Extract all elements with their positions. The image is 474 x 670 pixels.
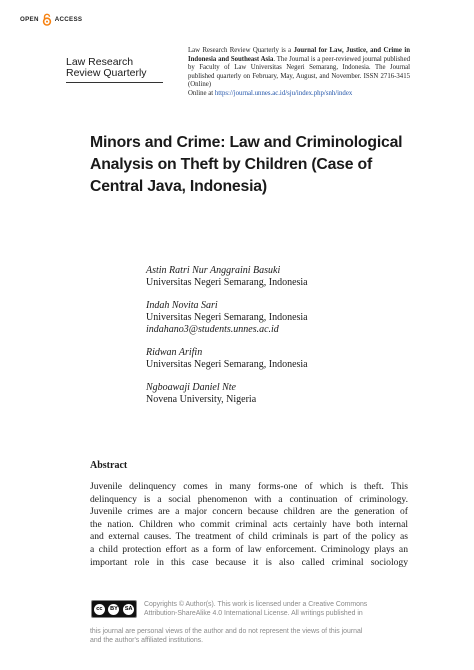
author-name: Indah Novita Sari [146, 300, 218, 311]
license-notice [144, 600, 424, 618]
open-access-access-label: ACCESS [54, 16, 83, 23]
journal-brand-line2: Review Quarterly [66, 67, 147, 79]
abstract-line: and external causes. The treatment of child criminals is part of the policy as [90, 531, 408, 543]
author-entry [146, 347, 446, 371]
abstract-line: a child protection effort as a form of law enforcement. Criminology plays an [90, 543, 408, 555]
abstract-heading: Abstract [90, 460, 128, 471]
title-line: Central Java, Indonesia) [90, 178, 267, 195]
author-entry [146, 382, 446, 406]
author-name: Astin Ratri Nur Anggraini Basuki [146, 265, 281, 276]
author-affiliation: Universitas Negeri Semarang, Indonesia [146, 277, 308, 288]
author-affiliation: Universitas Negeri Semarang, Indonesia [146, 312, 308, 323]
license-line: and the author's affiliated institutions. [90, 637, 204, 645]
abstract-line: Juvenile crimes are a major concern because children are the generation of [90, 506, 408, 518]
license-line: Attribution-ShareAlike 4.0 International License. All writings published in [144, 610, 363, 618]
title-line: Minors and Crime: Law and Criminological [90, 134, 403, 151]
author-affiliation: Novena University, Nigeria [146, 394, 257, 405]
author-name: Ridwan Arifin [146, 347, 203, 358]
license-line: Copyrights © Author(s). This work is licensed under a Creative Commons [144, 601, 368, 608]
open-lock-icon [41, 13, 53, 26]
author-name: Ngboawaji Daniel Nte [146, 382, 236, 393]
author-entry [146, 265, 446, 289]
cc-icon: cc [94, 604, 105, 615]
license-notice-continued [90, 627, 424, 645]
journal-info [188, 47, 410, 99]
journal-info-scope: Journal for Law, Justice, and Crime in Indonesia and Southeast Asia [188, 47, 410, 63]
article-title [90, 132, 420, 198]
journal-brand [66, 57, 176, 83]
abstract-body [90, 481, 408, 569]
license-line: this journal are personal views of the author and do not represent the views of this journal [90, 628, 363, 635]
abstract-line: important role in this case because it is also called criminal sociology [90, 556, 408, 568]
author-affiliation: Universitas Negeri Semarang, Indonesia [146, 359, 308, 370]
open-access-badge [20, 13, 82, 26]
journal-info-description: . The Journal is a peer-reviewed journal published by Faculty of Law Universitas Negeri Semarang, Indonesia. The Journal published quarterly on February, May, August, and November. ISSN 2716-3415 (Online) [188, 55, 410, 89]
journal-info-lead: Law Research Review Quarterly is a [188, 47, 294, 54]
title-line: Analysis on Theft by Children (Case of [90, 156, 373, 173]
abstract-line: the nation. Children who commit criminal acts certainly have both internal [90, 518, 408, 530]
cc-by-sa-badge[interactable] [91, 600, 137, 618]
author-email-link[interactable]: indahano3@students.unnes.ac.id [146, 324, 279, 335]
author-list [146, 265, 446, 417]
attribution-icon: BY [108, 604, 119, 615]
abstract-line: Juvenile delinquency comes in many forms-one of which is theft. This [90, 481, 408, 492]
author-entry [146, 300, 446, 336]
share-alike-icon: SA [123, 604, 134, 615]
journal-online-label: Online at [188, 89, 215, 97]
journal-url-link[interactable]: https://journal.unnes.ac.id/sju/index.php/snh/index [214, 89, 353, 97]
open-access-open-label: OPEN [20, 16, 39, 23]
brand-divider [66, 82, 163, 83]
journal-brand-line1: Law Research [66, 56, 134, 68]
abstract-line: delinquency is a social phenomenon with a continuation of criminology. [90, 493, 408, 505]
